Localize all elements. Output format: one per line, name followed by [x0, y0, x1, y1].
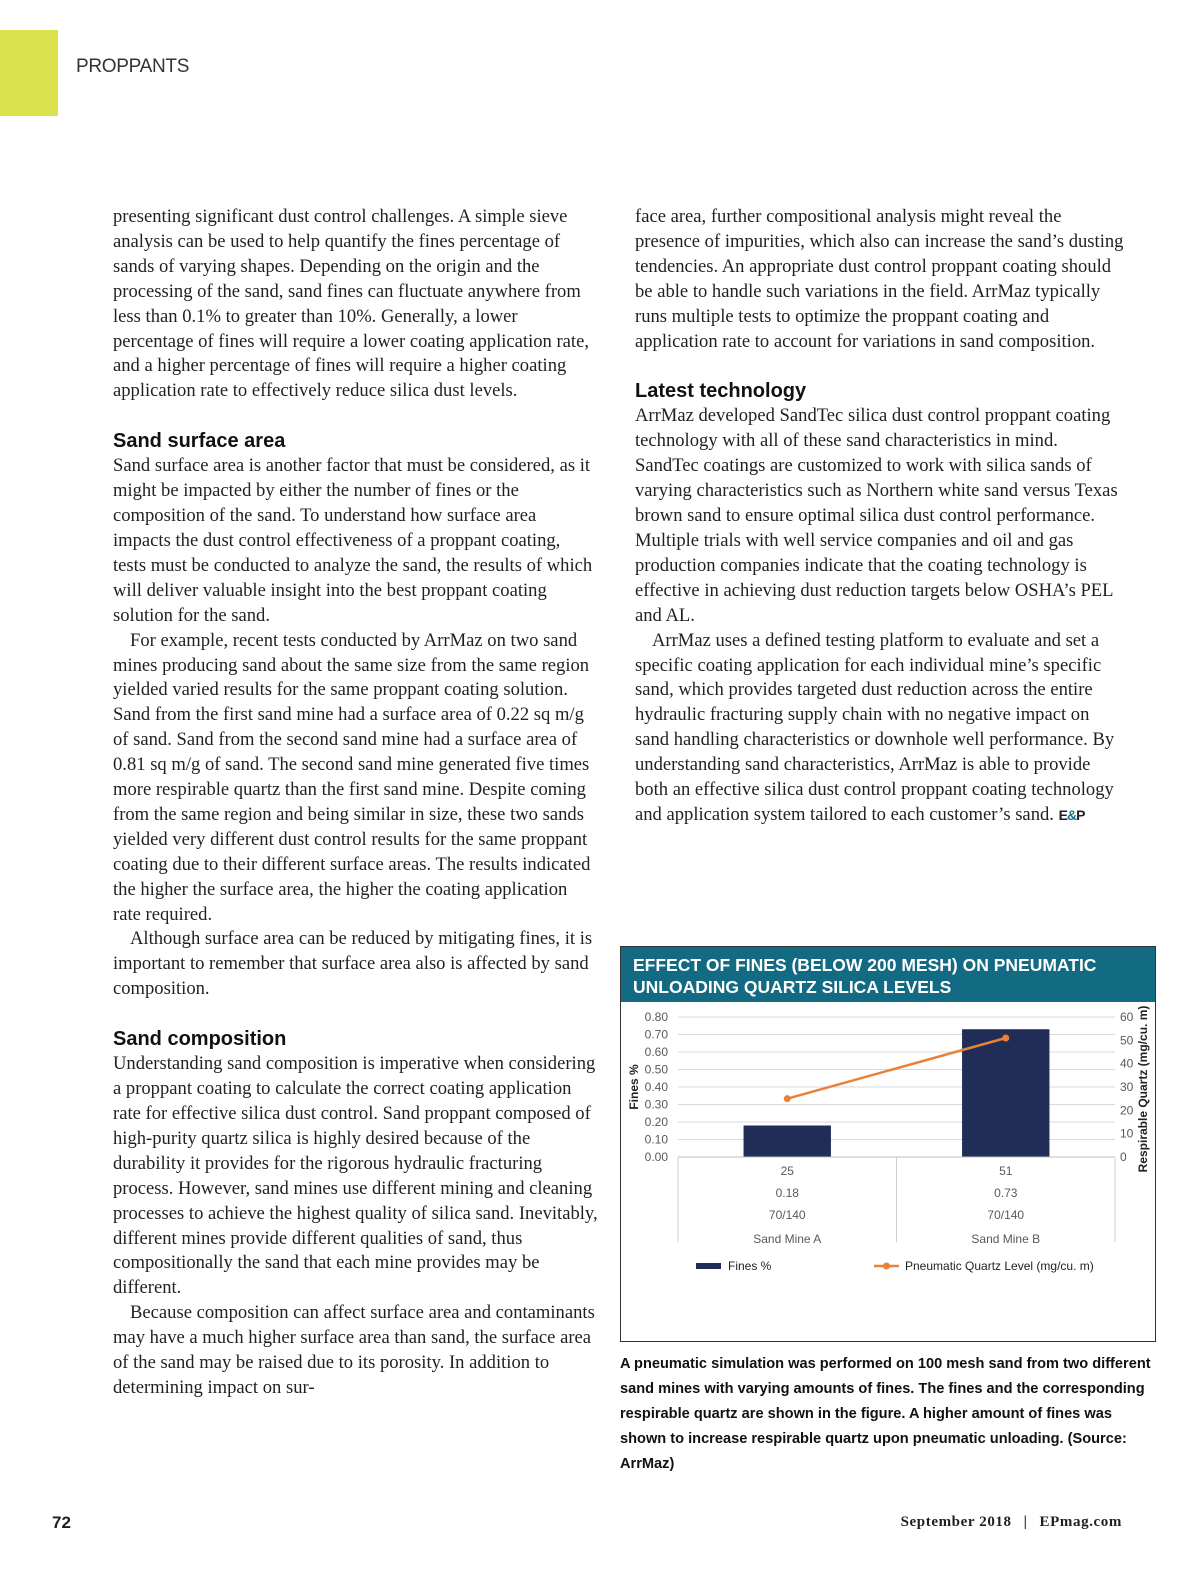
data-table-cell: 0.18 — [775, 1186, 799, 1200]
y2-tick-label: 10 — [1120, 1126, 1134, 1141]
legend-marker-quartz — [883, 1263, 890, 1270]
y-tick-label: 0.30 — [644, 1097, 668, 1112]
y2-tick-label: 50 — [1120, 1033, 1134, 1048]
body-paragraph: ArrMaz developed SandTec silica dust control proppant coating technology with all of these sand characteristics in mind. SandTec coatings are customized to work with silica sands of varying characteristics such as Northern white sand versus Texas brown sand to ensure optimal silica dust control performance. Multiple trials with well service companies and oil and gas production companies indicate that the coating technology is effective in achieving dust reduction targets below OSHA’s PEL and AL. — [635, 405, 1118, 626]
y-tick-label: 0.20 — [644, 1115, 668, 1129]
chart-figure — [620, 946, 1156, 1342]
line-point — [784, 1095, 791, 1102]
data-table-cell: 25 — [780, 1164, 794, 1178]
body-paragraph: Understanding sand composition is imperative when considering a proppant coating to calculate the correct coating application rate for effective silica dust control. Sand proppant composed of high-purity quartz silica is highly desired because of the durability it provides for the rigorous hydraulic fracturing process. However, sand mines use different mining and cleaning processes to achieve the highest quality of silica sand. Inevitably, different mines provide different qualities of sand, thus compositionally the sand that each mine provides may be different. — [113, 1053, 598, 1299]
body-paragraph: Although surface area can be reduced by mitigating fines, it is important to remember that surface area also is affected by sand composition. — [113, 928, 593, 1000]
footer-issue: September 2018 — [900, 1514, 1012, 1530]
y-tick-label: 0.40 — [644, 1080, 668, 1094]
chart-svg — [621, 1002, 1157, 1341]
body-paragraph: Because composition can affect surface area and contaminants may have a much higher surface area than sand, the surface area of the sand may be raised due to its porosity. In addition to determining impact on sur- — [113, 1302, 595, 1398]
bar-sand-mine-b — [962, 1029, 1049, 1157]
y-tick-label: 0.80 — [644, 1010, 668, 1024]
bar-sand-mine-a — [744, 1126, 831, 1158]
legend-label-fines: Fines % — [728, 1259, 772, 1273]
left-column — [113, 205, 598, 1401]
subheading-sand-composition: Sand composition — [113, 1028, 287, 1051]
page-number: 72 — [52, 1513, 71, 1532]
data-table-cell: 51 — [999, 1164, 1013, 1178]
line-point — [1002, 1035, 1009, 1042]
legend-label-quartz: Pneumatic Quartz Level (mg/cu. m) — [905, 1259, 1094, 1273]
data-table-cell: 70/140 — [768, 1208, 806, 1222]
right-column — [635, 205, 1125, 828]
y-axis-title: Fines % — [627, 1064, 641, 1110]
y-tick-label: 0.10 — [644, 1132, 668, 1147]
data-table-cell: 70/140 — [987, 1208, 1025, 1222]
y-tick-label: 0.70 — [644, 1027, 668, 1042]
body-paragraph: presenting significant dust control challenges. A simple sieve analysis can be used to help quantify the fines percentage of sands of varying shapes. Depending on the origin and the processing of the sand, sand fines can fluctuate anywhere from less than 0.1% to greater than 10%. Generally, a lower percentage of fines will require a lower coating application rate, and a higher percentage of fines will require a higher coating application rate to effectively reduce silica dust levels. — [113, 206, 589, 402]
y2-tick-label: 0 — [1120, 1150, 1127, 1164]
y-tick-label: 0.50 — [644, 1062, 668, 1077]
y2-tick-label: 30 — [1120, 1080, 1134, 1094]
footer — [901, 1514, 1122, 1531]
section-color-tab — [0, 30, 58, 116]
data-table-cell: 0.73 — [994, 1186, 1018, 1200]
subheading-latest-technology: Latest technology — [635, 380, 807, 403]
figure-caption: A pneumatic simulation was performed on 100 mesh sand from two different sand mines with varying amounts of fines. The fines and the corresponding respirable quartz are shown in the figure. A higher amount of fines was shown to increase respirable quartz upon pneumatic unloading. (Source: ArrMaz) — [620, 1356, 1151, 1472]
footer-separator: | — [1023, 1514, 1028, 1530]
body-paragraph: Sand surface area is another factor that must be considered, as it might be impacted by either the number of fines or the composition of the sand. To understand how surface area impacts the dust control effectiveness of a proppant coating, tests must be conducted to analyze the sand, the results of which will deliver valuable insight into the best proppant coating solution for the sand. — [113, 455, 593, 626]
y2-tick-label: 40 — [1120, 1056, 1134, 1071]
category-label: Sand Mine A — [753, 1232, 822, 1246]
body-paragraph: face area, further compositional analysis might reveal the presence of impurities, which also can increase the sand’s dusting tendencies. An appropriate dust control proppant coating should be able to handle such variations in the field. ArrMaz typically runs multiple tests to optimize the proppant coating and application rate to account for variations in sand composition. — [635, 206, 1124, 352]
category-label: Sand Mine B — [971, 1232, 1041, 1246]
y2-axis-title: Respirable Quartz (mg/cu. m) — [1136, 1005, 1150, 1173]
legend-swatch-fines — [696, 1263, 721, 1269]
ep-end-mark: E&P — [1058, 806, 1085, 823]
y-tick-label: 0.00 — [644, 1150, 668, 1164]
y2-tick-label: 20 — [1120, 1103, 1134, 1118]
body-paragraph: ArrMaz uses a defined testing platform to evaluate and set a specific coating application for each individual mine’s specific sand, which provides targeted dust reduction across the entire hydraulic fracturing supply chain with no negative impact on sand handling characteristics or downhole well performance. By understanding sand characteristics, ArrMaz is able to provide both an effective silica dust control proppant coating technology and application system tailored to each customer’s sand. E&P — [635, 629, 1115, 825]
body-paragraph: For example, recent tests conducted by ArrMaz on two sand mines producing sand about the same size from the same region yielded varied results for the same proppant coating solution. Sand from the first sand mine had a surface area of 0.22 sq m/g of sand. Sand from the second sand mine had a surface area of 0.81 sq m/g of sand. The second sand mine generated five times more respirable quartz than the first sand mine. Despite coming from the same region and being similar in size, these two sands yielded very different dust control results for the same proppant coating due to their different surface areas. The results indicated the higher the surface area, the higher the coating application rate required. — [113, 629, 591, 925]
chart-title: EFFECT OF FINES (BELOW 200 MESH) ON PNEUMATIC UNLOADING QUARTZ SILICA LEVELS — [621, 947, 1155, 1002]
subheading-sand-surface-area: Sand surface area — [113, 430, 286, 453]
section-label: PROPPANTS — [76, 56, 190, 77]
y2-tick-label: 60 — [1120, 1010, 1134, 1024]
footer-site: EPmag.com — [1039, 1514, 1122, 1530]
y-tick-label: 0.60 — [644, 1045, 668, 1059]
